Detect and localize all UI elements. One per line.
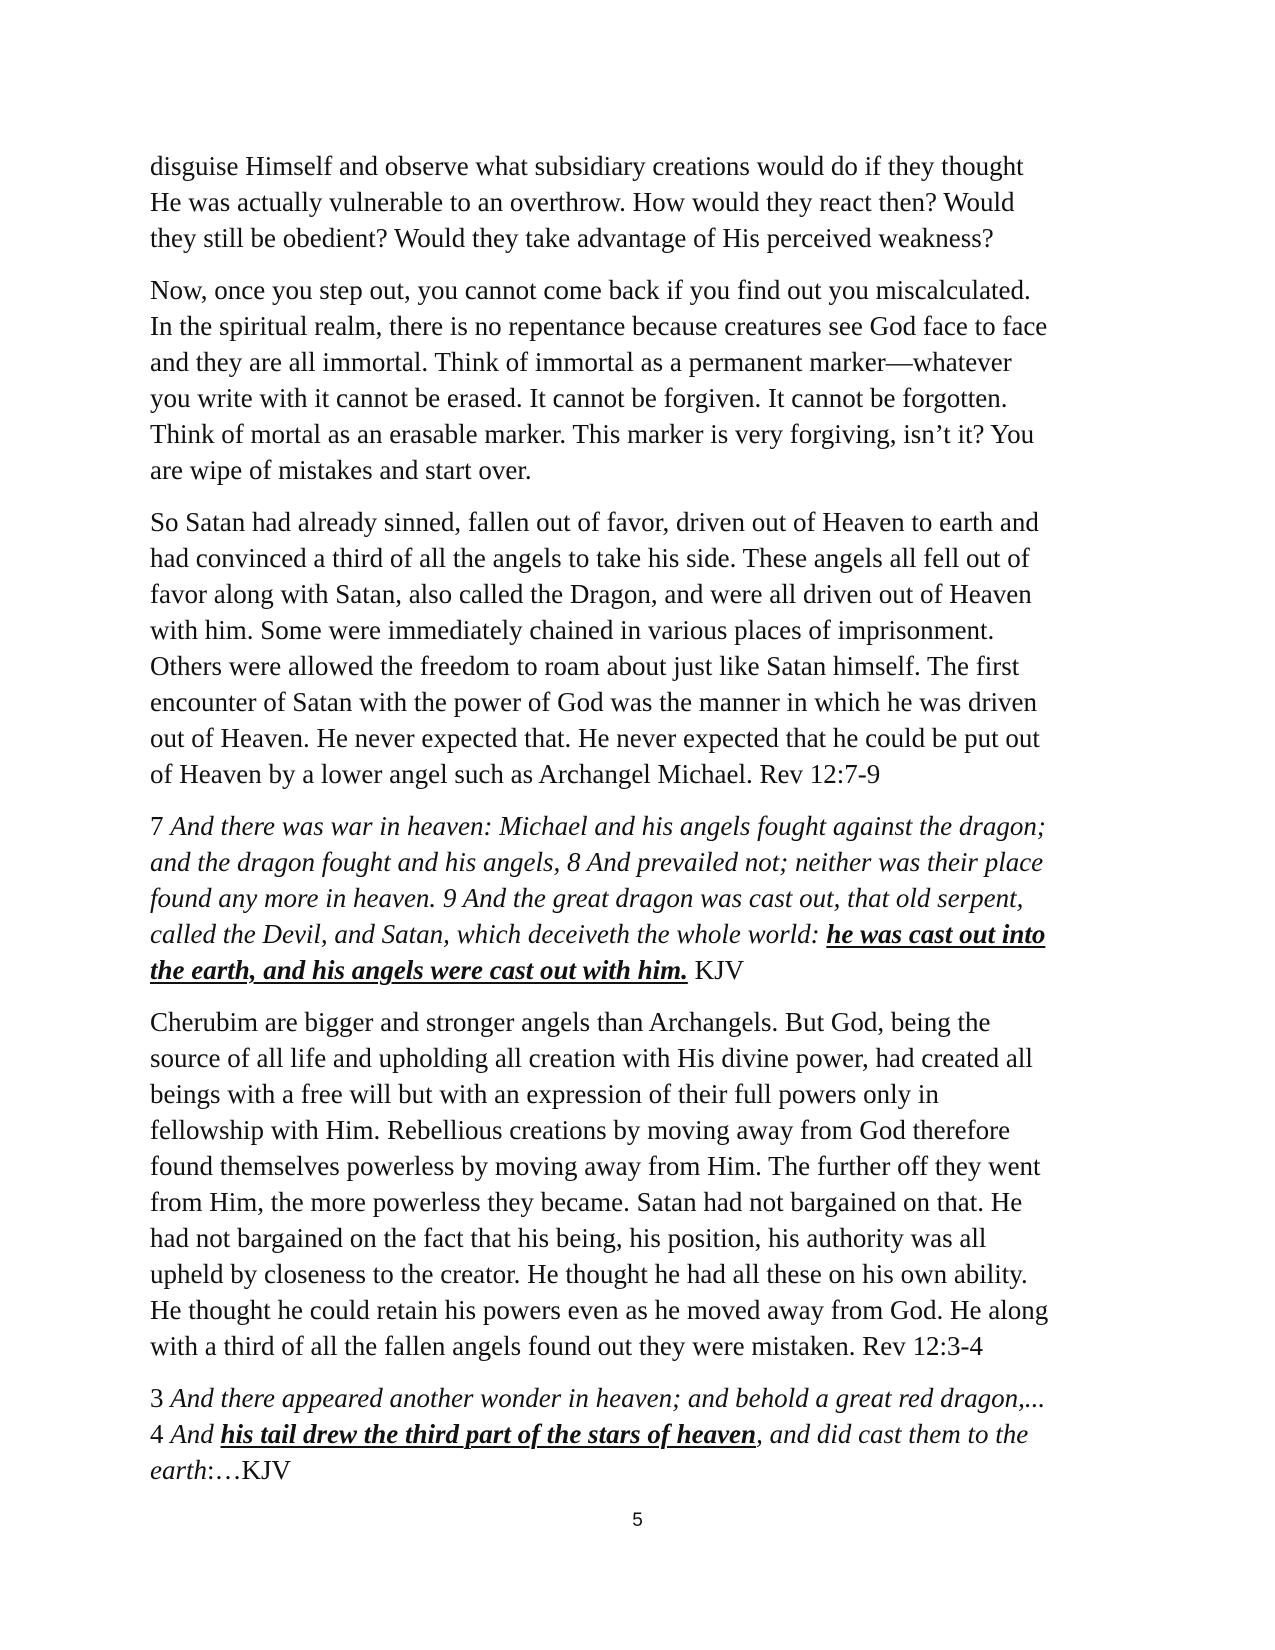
paragraph-satan-fall: So Satan had already sinned, fallen out of favor, driven out of Heaven to earth and had convinced a third of all the angels to take his side. These angels all fell out of favor along with Satan, also called the Dragon, and were all driven out of Heaven with him. Some were immediately chained in various places of imprisonment. Others were allowed the freedom to roam about just like Satan himself. The first encounter of Satan with the power of God was the manner in which he was driven out of Heaven. He never expected that. He never expected that he could be put out of Heaven by a lower angel such as Archangel Michael. Rev 12:7-9 [150,507,1040,789]
verse-number: 7 [150,811,171,841]
verse-emphasis: he was cast out into the earth, and his angels were cast out with him. [150,919,1046,985]
verse-number: 4 [150,1419,164,1449]
verse-text: And [170,1419,221,1449]
verse-source: KJV [687,955,745,985]
verse-emphasis: his tail drew the third part of the stars of heaven [220,1419,757,1449]
verse-source: :…KJV [207,1455,292,1485]
paragraph-cherubim: Cherubim are bigger and stronger angels than Archangels. But God, being the source of all life and upholding all creation with His divine power, had created all beings with a free will but with an expression of their full powers only in fellowship with Him. Rebellious creations by moving away from God therefore found themselves powerless by moving away from Him. The further off they went from Him, the more powerless they became. Satan had not bargained on that. He had not bargained on the fact that his being, his position, his authority was all upheld by closeness to the creator. He thought he had all these on his own ability. He thought he could retain his powers even as he moved away from God. He along with a third of all the fallen angels found out they were mistaken. Rev 12:3-4 [150,1007,1049,1361]
paragraph-disguise: disguise Himself and observe what subsidiary creations would do if they thought He was actually vulnerable to an overthrow. How would they react then? Would they still be obedient? Would they take advantage of His perceived weakness? [150,151,1024,253]
verse-text: And there was war in heaven: Michael and his angels fought against the dragon; and the dragon fought and his angels, 8 And prevailed not; neither was their place found any more in heaven. 9 And the great dragon was cast out, that old serpent, called the Devil, and Satan, which deceiveth the whole world: [150,811,1046,949]
paragraph-immortal-marker: Now, once you step out, you cannot come back if you find out you miscalculated. In the spiritual realm, there is no repentance because creatures see God face to face and they are all immortal. Think of immortal as a permanent marker—whatever you write with it cannot be erased. It cannot be forgiven. It cannot be forgotten. Think of mortal as an erasable marker. This marker is very forgiving, isn’t it? You are wipe of mistakes and start over. [150,275,1048,485]
scripture-quote-rev-12-7-9 [150,808,1122,988]
verse-number: 3 [150,1383,171,1413]
verse-text: , and did cast them to the earth [150,1419,1029,1485]
scripture-quote-rev-12-3-4 [150,1380,1122,1488]
page-number: 5 [632,1510,643,1531]
verse-text: And there appeared another wonder in heaven; and behold a great red dragon,... [170,1383,1046,1413]
document-page [150,148,1122,1504]
